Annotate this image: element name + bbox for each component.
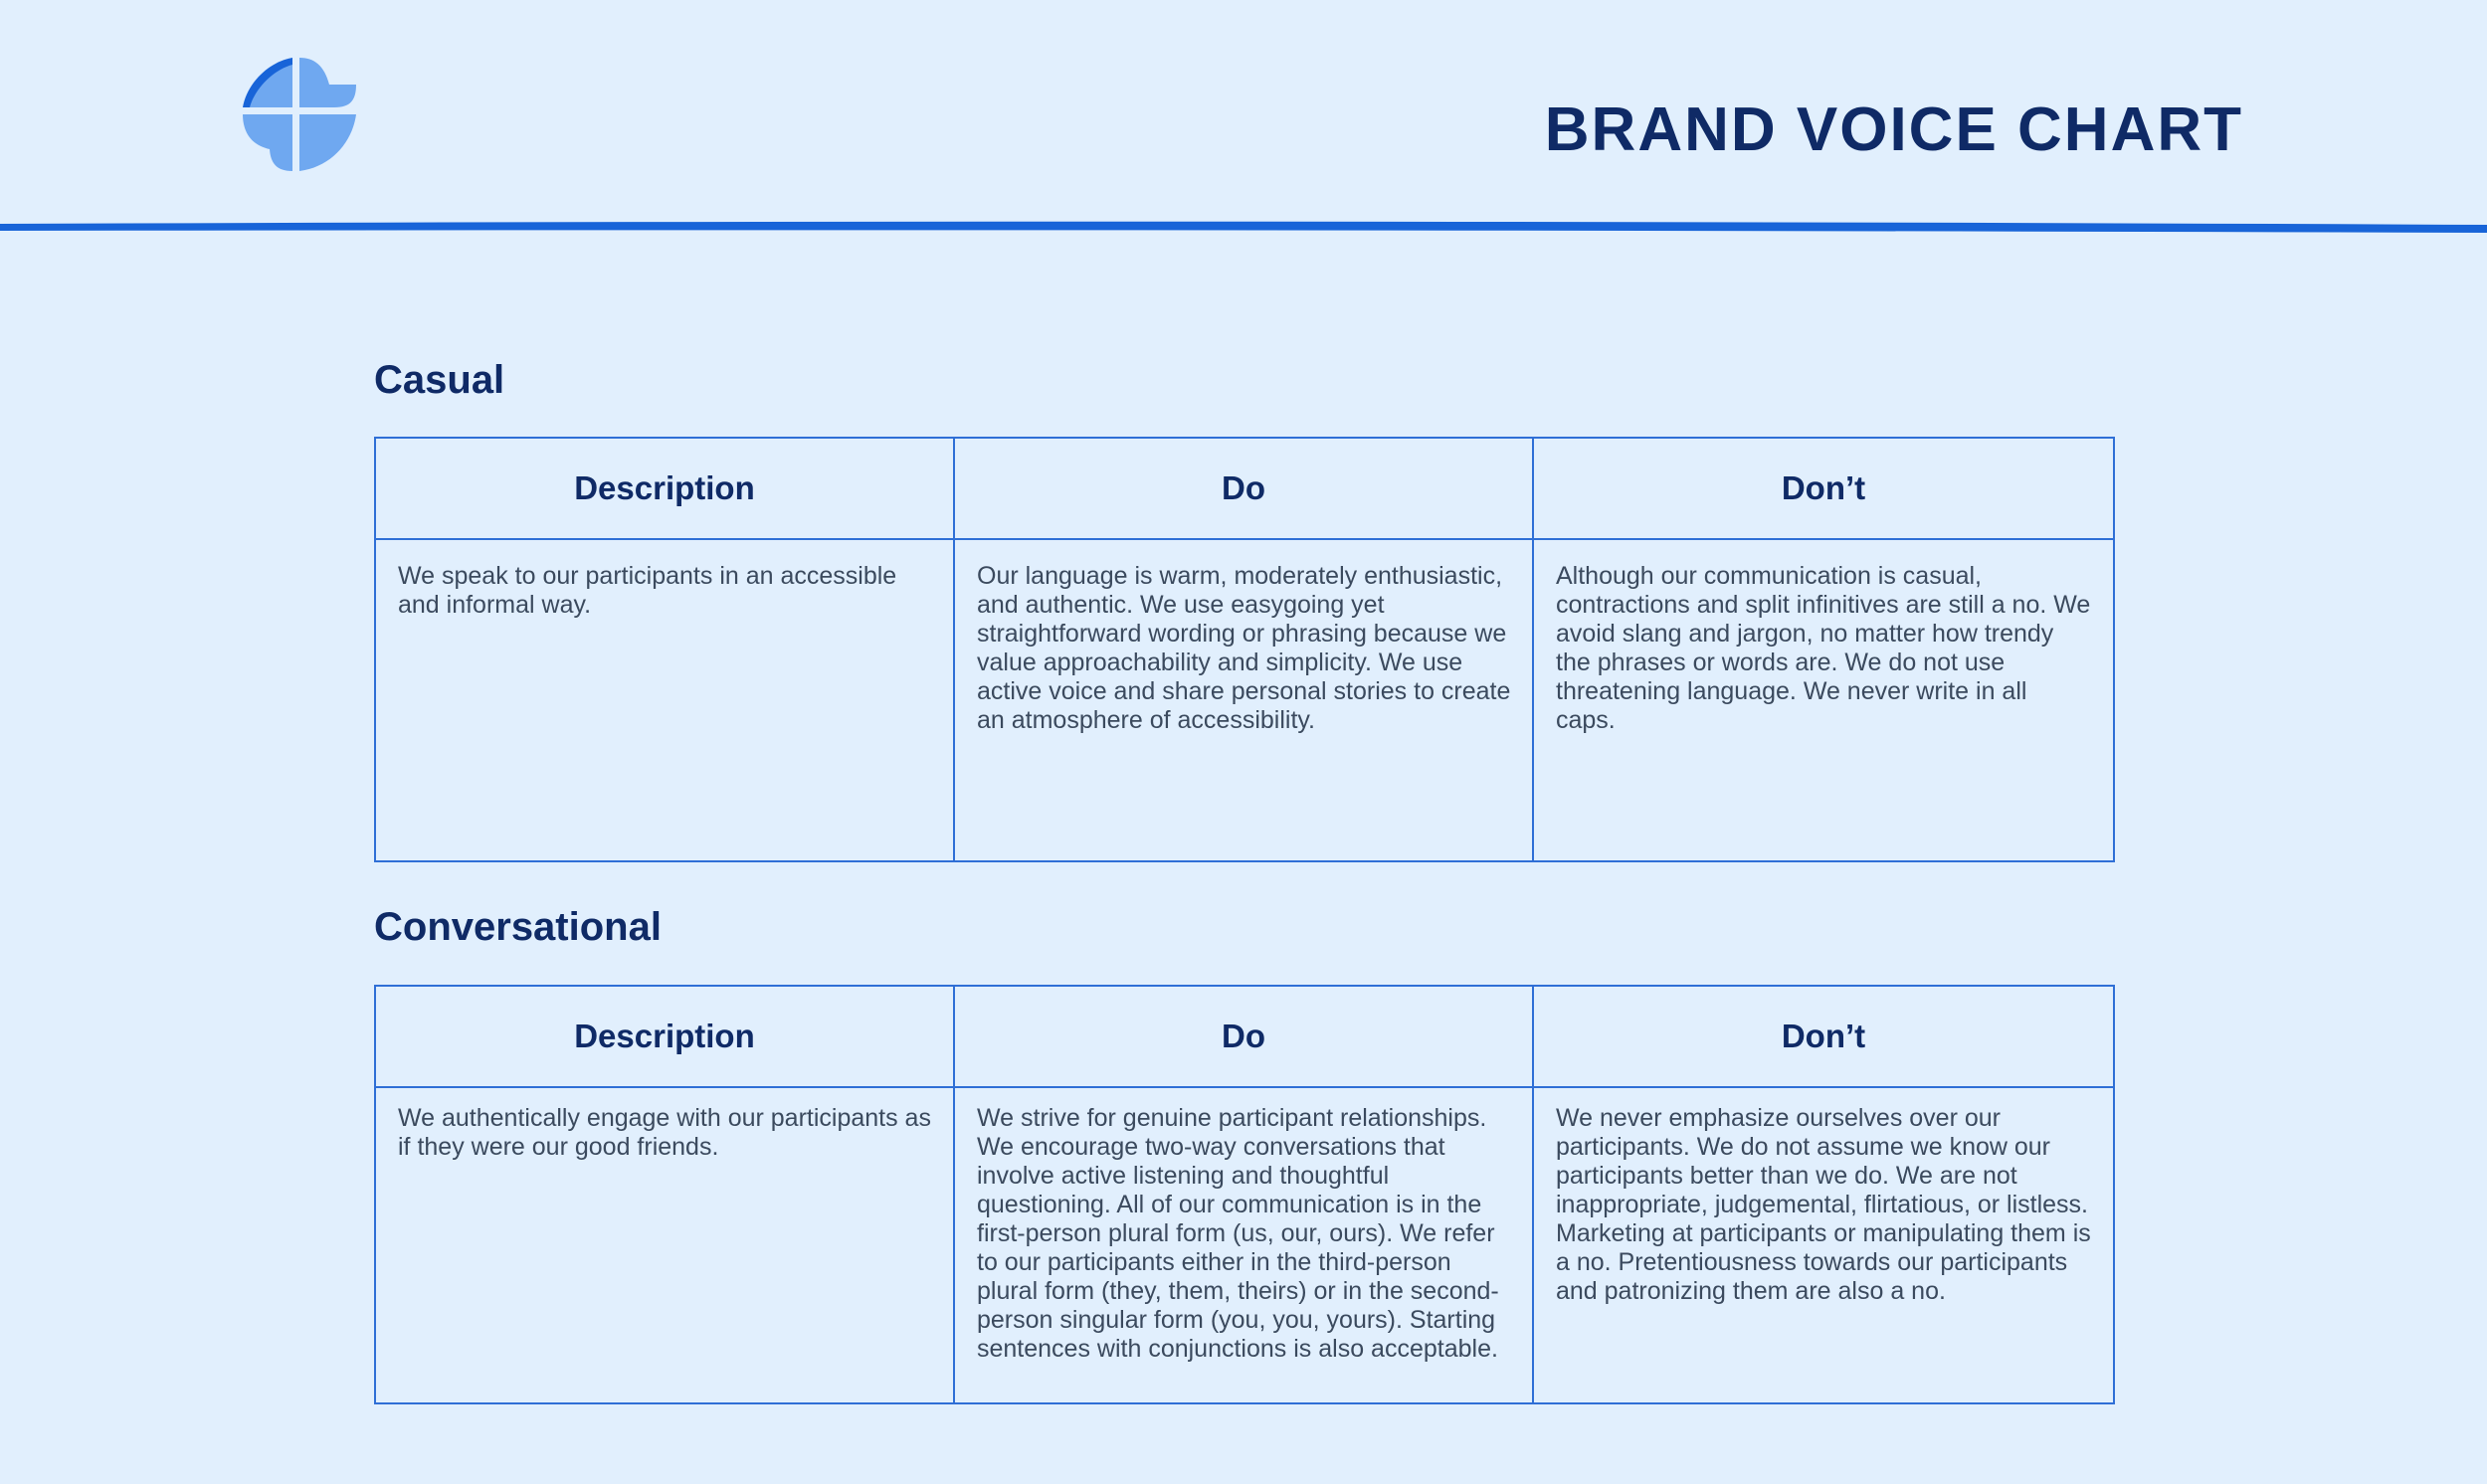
dont-cell: We never emphasize ourselves over our participants. We do not assume we know our participants better than we do. We are not inappropriate, judgemental, flirtatious, or listless. Marketing at participants or manipulating them is a no. Pretentiousness towards our participants and patronizing them are also a no. xyxy=(1533,1087,2114,1403)
column-header-do: Do xyxy=(954,438,1533,539)
column-header-dont: Don’t xyxy=(1533,438,2114,539)
column-header-dont: Don’t xyxy=(1533,986,2114,1087)
table-row xyxy=(375,1087,2114,1403)
conversational-voice-table xyxy=(374,985,2115,1404)
table-header-row xyxy=(375,986,2114,1087)
do-cell: Our language is warm, moderately enthusiastic, and authentic. We use easygoing yet straightforward wording or phrasing because we value approachability and simplicity. We use active voice and share personal stories to create an atmosphere of accessibility. xyxy=(954,539,1533,861)
do-cell: We strive for genuine participant relationships. We encourage two-way conversations that involve active listening and thoughtful questioning. All of our communication is in the first-person plural form (us, our, ours). We refer to our participants either in the third-person plural form (they, them, theirs) or in the second-person singular form (you, you, yours). Starting sentences with conjunctions is also acceptable. xyxy=(954,1087,1533,1403)
dont-cell: Although our communication is casual, contractions and split infinitives are still a no. We avoid slang and jargon, no matter how trendy the phrases or words are. We do not use threatening language. We never write in all caps. xyxy=(1533,539,2114,861)
section-title-casual: Casual xyxy=(374,358,505,402)
table-header-row xyxy=(375,438,2114,539)
description-cell: We speak to our participants in an accessible and informal way. xyxy=(375,539,954,861)
blue-cross-logo-icon xyxy=(243,58,356,171)
column-header-do: Do xyxy=(954,986,1533,1087)
column-header-description: Description xyxy=(375,438,954,539)
column-header-description: Description xyxy=(375,986,954,1087)
page-header xyxy=(0,0,2487,234)
page-title: BRAND VOICE CHART xyxy=(1544,95,2243,164)
header-divider xyxy=(0,217,2487,237)
description-cell: We authentically engage with our participants as if they were our good friends. xyxy=(375,1087,954,1403)
casual-voice-table xyxy=(374,437,2115,862)
table-row xyxy=(375,539,2114,861)
section-title-conversational: Conversational xyxy=(374,905,662,949)
